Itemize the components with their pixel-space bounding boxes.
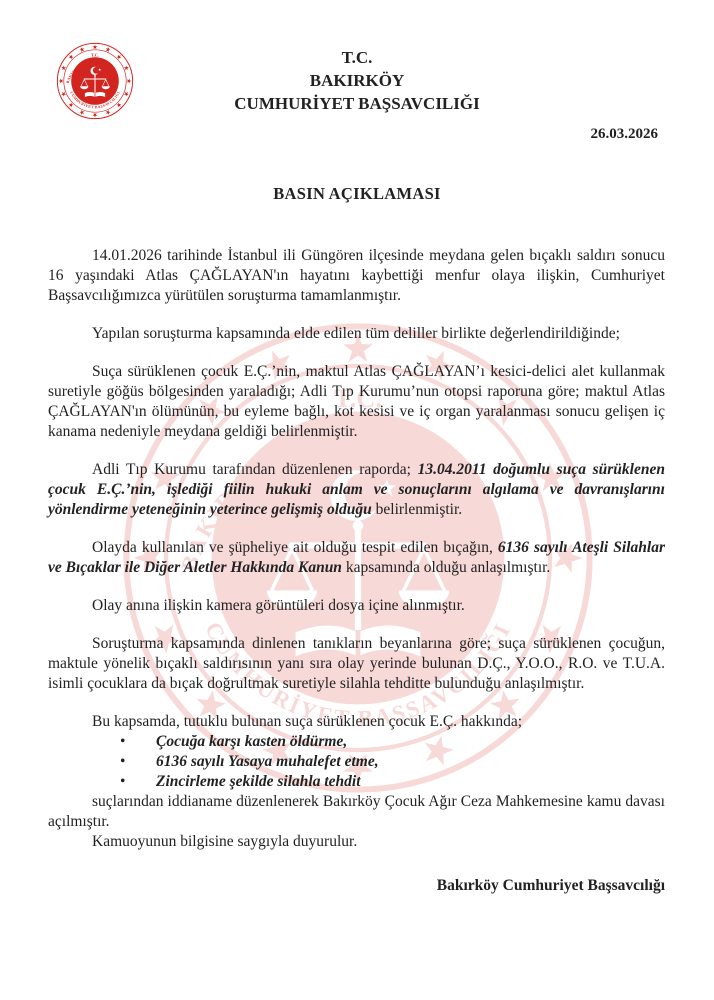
org-line-city: BAKIRKÖY [309, 71, 405, 90]
emphasized-text: Zincirleme şekilde silahla tehdit [156, 773, 361, 790]
org-line-tc: T.C. [341, 48, 373, 67]
bullet-glyph: • [120, 733, 126, 750]
bullet-text [156, 772, 361, 792]
body-paragraph [48, 538, 665, 578]
letterhead [0, 46, 714, 115]
bullet-glyph: • [120, 773, 126, 790]
bullet-item [48, 772, 665, 792]
bullet-text [156, 752, 379, 772]
signature: Bakırköy Cumhuriyet Başsavcılığı [436, 877, 665, 894]
org-line-office: CUMHURİYET BAŞSAVCILIĞI [234, 94, 480, 113]
document-body-area [48, 246, 665, 896]
body-paragraph [48, 792, 665, 832]
body-paragraph [48, 460, 665, 520]
body-text: suçlarından iddianame düzenlenerek Bakırköy Çocuk Ağır Ceza Mahkemesine kamu davası açılmıştır. [48, 793, 665, 830]
body-text: belirlenmiştir. [371, 501, 463, 518]
document-title: BASIN AÇIKLAMASI [273, 184, 441, 203]
document-body [48, 246, 665, 852]
body-paragraph [48, 832, 665, 852]
body-text: Yapılan soruşturma kapsamında elde edilen tüm deliller birlikte değerlendirildiğinde; [92, 325, 620, 342]
body-text: Adli Tıp Kurumu tarafından düzenlenen raporda; [92, 461, 418, 478]
bullet-glyph: • [120, 753, 126, 770]
body-text: kapsamında olduğu anlaşılmıştır. [341, 559, 551, 576]
body-paragraph [48, 362, 665, 442]
body-paragraph [48, 246, 665, 306]
body-text: Olay anına ilişkin kamera görüntüleri dosya içine alınmıştır. [92, 597, 465, 614]
bullet-text [156, 732, 347, 752]
emphasized-text: 6136 sayılı Ateşli Silahlar ve Bıçaklar ile Diğer Aletler Hakkında Kanun [48, 539, 665, 576]
bullet-item [48, 752, 665, 772]
emphasized-text: 13.04.2011 doğumlu suça sürüklenen çocuk E.Ç.’nin, işlediği fiilin hukuki anlam ve sonuçlarını algılama ve davranışlarını yönlendirme yeteneğinin yeterince gelişmiş olduğu [48, 461, 665, 518]
body-paragraph [48, 634, 665, 694]
press-release-date: 26.03.2026 [590, 126, 658, 142]
bullet-item [48, 732, 665, 752]
body-text: 14.01.2026 tarihinde İstanbul ili Güngören ilçesinde meydana gelen bıçaklı saldırı sonucu 16 yaşındaki Atlas ÇAĞLAYAN'ın hayatını kaybettiği menfur olaya ilişkin, Cumhuriyet Başsavcılığımızca yürütülen soruşturma tamamlanmıştır. [48, 247, 665, 304]
body-paragraph [48, 712, 665, 732]
body-paragraph [48, 324, 665, 344]
emphasized-text: 6136 sayılı Yasaya muhalefet etme, [156, 753, 379, 770]
body-paragraph [48, 596, 665, 616]
body-text: Suça sürüklenen çocuk E.Ç.’nin, maktul Atlas ÇAĞLAYAN’ı kesici-delici alet kullanmak suretiyle göğüs bölgesinden yaraladığı; Adli Tıp Kurumu’nun otopsi raporuna göre; maktul Atlas ÇAĞLAYAN'ın ölümünün, bu eyleme bağlı, kot kesisi ve iç organ yaralanması sonucu gelişen iç kanama nedeniyle meydana geldiği belirlenmiştir. [48, 363, 665, 440]
body-text: Bu kapsamda, tutuklu bulunan suça sürüklenen çocuk E.Ç. hakkında; [92, 713, 523, 730]
emphasized-text: Çocuğa karşı kasten öldürme, [156, 733, 348, 750]
body-text: Olayda kullanılan ve şüpheliye ait olduğu tespit edilen bıçağın, [92, 539, 498, 556]
body-text: Soruşturma kapsamında dinlenen tanıkların beyanlarına göre; suça sürüklenen çocuğun, maktule yönelik bıçaklı saldırısının yanı sıra olay yerinde bulunan D.Ç., Y.O.O., R.O. ve T.U.A. isimli çocuklara da bıçak doğrultmak suretiyle silahla tehditte bulunduğu anlaşılmıştır. [48, 635, 665, 692]
body-text: Kamuoyunun bilgisine saygıyla duyurulur. [92, 833, 358, 850]
